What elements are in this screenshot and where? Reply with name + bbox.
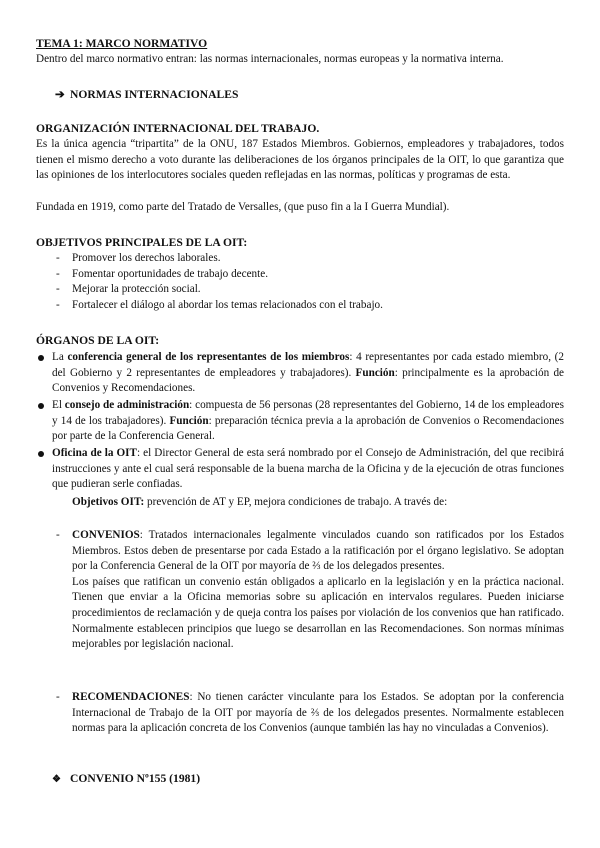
bullet-dot-icon [38, 451, 44, 457]
convenios-item [36, 528, 564, 653]
dash-marker: - [56, 283, 60, 296]
section-normas-internacionales [55, 87, 238, 103]
convenios-paragraph-2: Los países que ratifican un convenio están obligados a aplicarlo en la legislación y en la práctica nacional. Tienen que enviar a la Oficina memorias sobre su aplicación en intervalos regulares. Pueden iniciarse procedimientos de reclamación y de queja contra los países por violación de los convenios que han ratificado. Normalmente establecen principios que luego se desarrollan en las Recomendaciones. Son normas mínimas mejorables por legislación nacional. [72, 575, 564, 651]
organo-conferencia: La conferencia general de los representantes de los miembros: 4 representantes por cada estado miembro, (2 del Gobierno y 2 representantes de empleadores y trabajadores). Función: principalmente es la aprobación de Convenios y Recomendaciones. [52, 350, 564, 397]
organo-name: consejo de administración [64, 399, 190, 411]
convenios-paragraph-1: CONVENIOS: Tratados internacionales legalmente vinculados cuando son ratificados por los Estados Miembros. Estos deben de presentarse por cada Estado a la ratificación por el órgano legislativo. Se adoptan por la Conferencia General de la OIT por mayoría de ⅔ de los delegados presentes. [72, 529, 564, 573]
convenio-155-label: CONVENIO Nº155 (1981) [70, 772, 201, 785]
intro-paragraph: Dentro del marco normativo entran: las normas internacionales, normas europeas y la normativa interna. [36, 53, 504, 65]
list-item: - Mejorar la protección social. [36, 282, 383, 298]
objetivos-oit: Objetivos OIT: prevención de AT y EP, mejora condiciones de trabajo. A través de: [72, 496, 448, 508]
funcion-label: Función [355, 366, 395, 379]
arrow-icon: ➔ [55, 88, 65, 101]
dash-marker: - [56, 529, 60, 541]
recomendaciones-label: RECOMENDACIONES [72, 691, 190, 703]
objetivos-list [36, 251, 383, 313]
oit-paragraph: Es la única agencia “tripartita” de la ONU, 187 Estados Miembros. Gobiernos, empleadores y trabajadores, todos tienen el mismo derecho a voto durante las deliberaciones de los órganos principales de la OIT, lo que garantiza que las opiniones de los interlocutores sociales queden reflejadas en las normas, políticas y programas de esta. [36, 138, 564, 182]
organo-consejo: El consejo de administración: compuesta de 56 personas (28 representantes del Gobierno, 14 de los empleadores y 14 de los trabajadores). Función: preparación técnica previa a la aprobación de Convenios o Recomendaciones por parte de la Conferencia General. [52, 398, 564, 445]
organo-oficina: Oficina de la OIT: el Director General de esta será nombrado por el Consejo de Administración, del que recibirá instrucciones y ante el cual será responsable de la buena marcha de la Oficina y de la ejecución de otras funciones que pudieran serle confiadas. [52, 446, 564, 493]
dash-marker: - [56, 298, 60, 311]
list-item: - Fomentar oportunidades de trabajo decente. [36, 267, 383, 283]
dash-marker: - [56, 252, 60, 264]
objetivos-heading: OBJETIVOS PRINCIPALES DE LA OIT: [36, 236, 248, 249]
convenios-body [72, 528, 564, 653]
objetivos-oit-label: Objetivos OIT: [72, 496, 145, 508]
bullet-dot-icon [38, 403, 44, 409]
recomendaciones-body: RECOMENDACIONES: No tienen carácter vinculante para los Estados. Se adoptan por la conferencia Internacional de Trabajo de la OIT por mayoría de ⅔ de los delegados presentes. Normalmente establecen normas para la aplicación concreta de los Convenios (aunque también las hay no vinculadas a Convenios). [72, 691, 564, 735]
document-title: TEMA 1: MARCO NORMATIVO [36, 37, 208, 50]
dash-marker: - [56, 267, 60, 280]
convenio-155-heading [52, 771, 200, 788]
organo-name: Oficina de la OIT [52, 447, 137, 459]
section-label: NORMAS INTERNACIONALES [70, 88, 239, 101]
convenios-label: CONVENIOS [72, 529, 140, 541]
organo-name: conferencia general de los representantes de los miembros [67, 351, 350, 363]
list-item: - Promover los derechos laborales. [36, 251, 383, 267]
dash-marker: - [56, 691, 60, 703]
list-item: - Fortalecer el diálogo al abordar los temas relacionados con el trabajo. [36, 298, 383, 314]
funcion-label: Función [169, 414, 209, 427]
organos-heading: ÓRGANOS DE LA OIT: [36, 334, 160, 347]
recomendaciones-item [36, 690, 564, 737]
oit-heading: ORGANIZACIÓN INTERNACIONAL DEL TRABAJO. [36, 122, 320, 135]
bullet-dot-icon [38, 355, 44, 361]
diamond-bullet-icon: ❖ [52, 774, 61, 785]
oit-founded: Fundada en 1919, como parte del Tratado de Versalles, (que puso fin a la I Guerra Mundial). [36, 201, 450, 213]
